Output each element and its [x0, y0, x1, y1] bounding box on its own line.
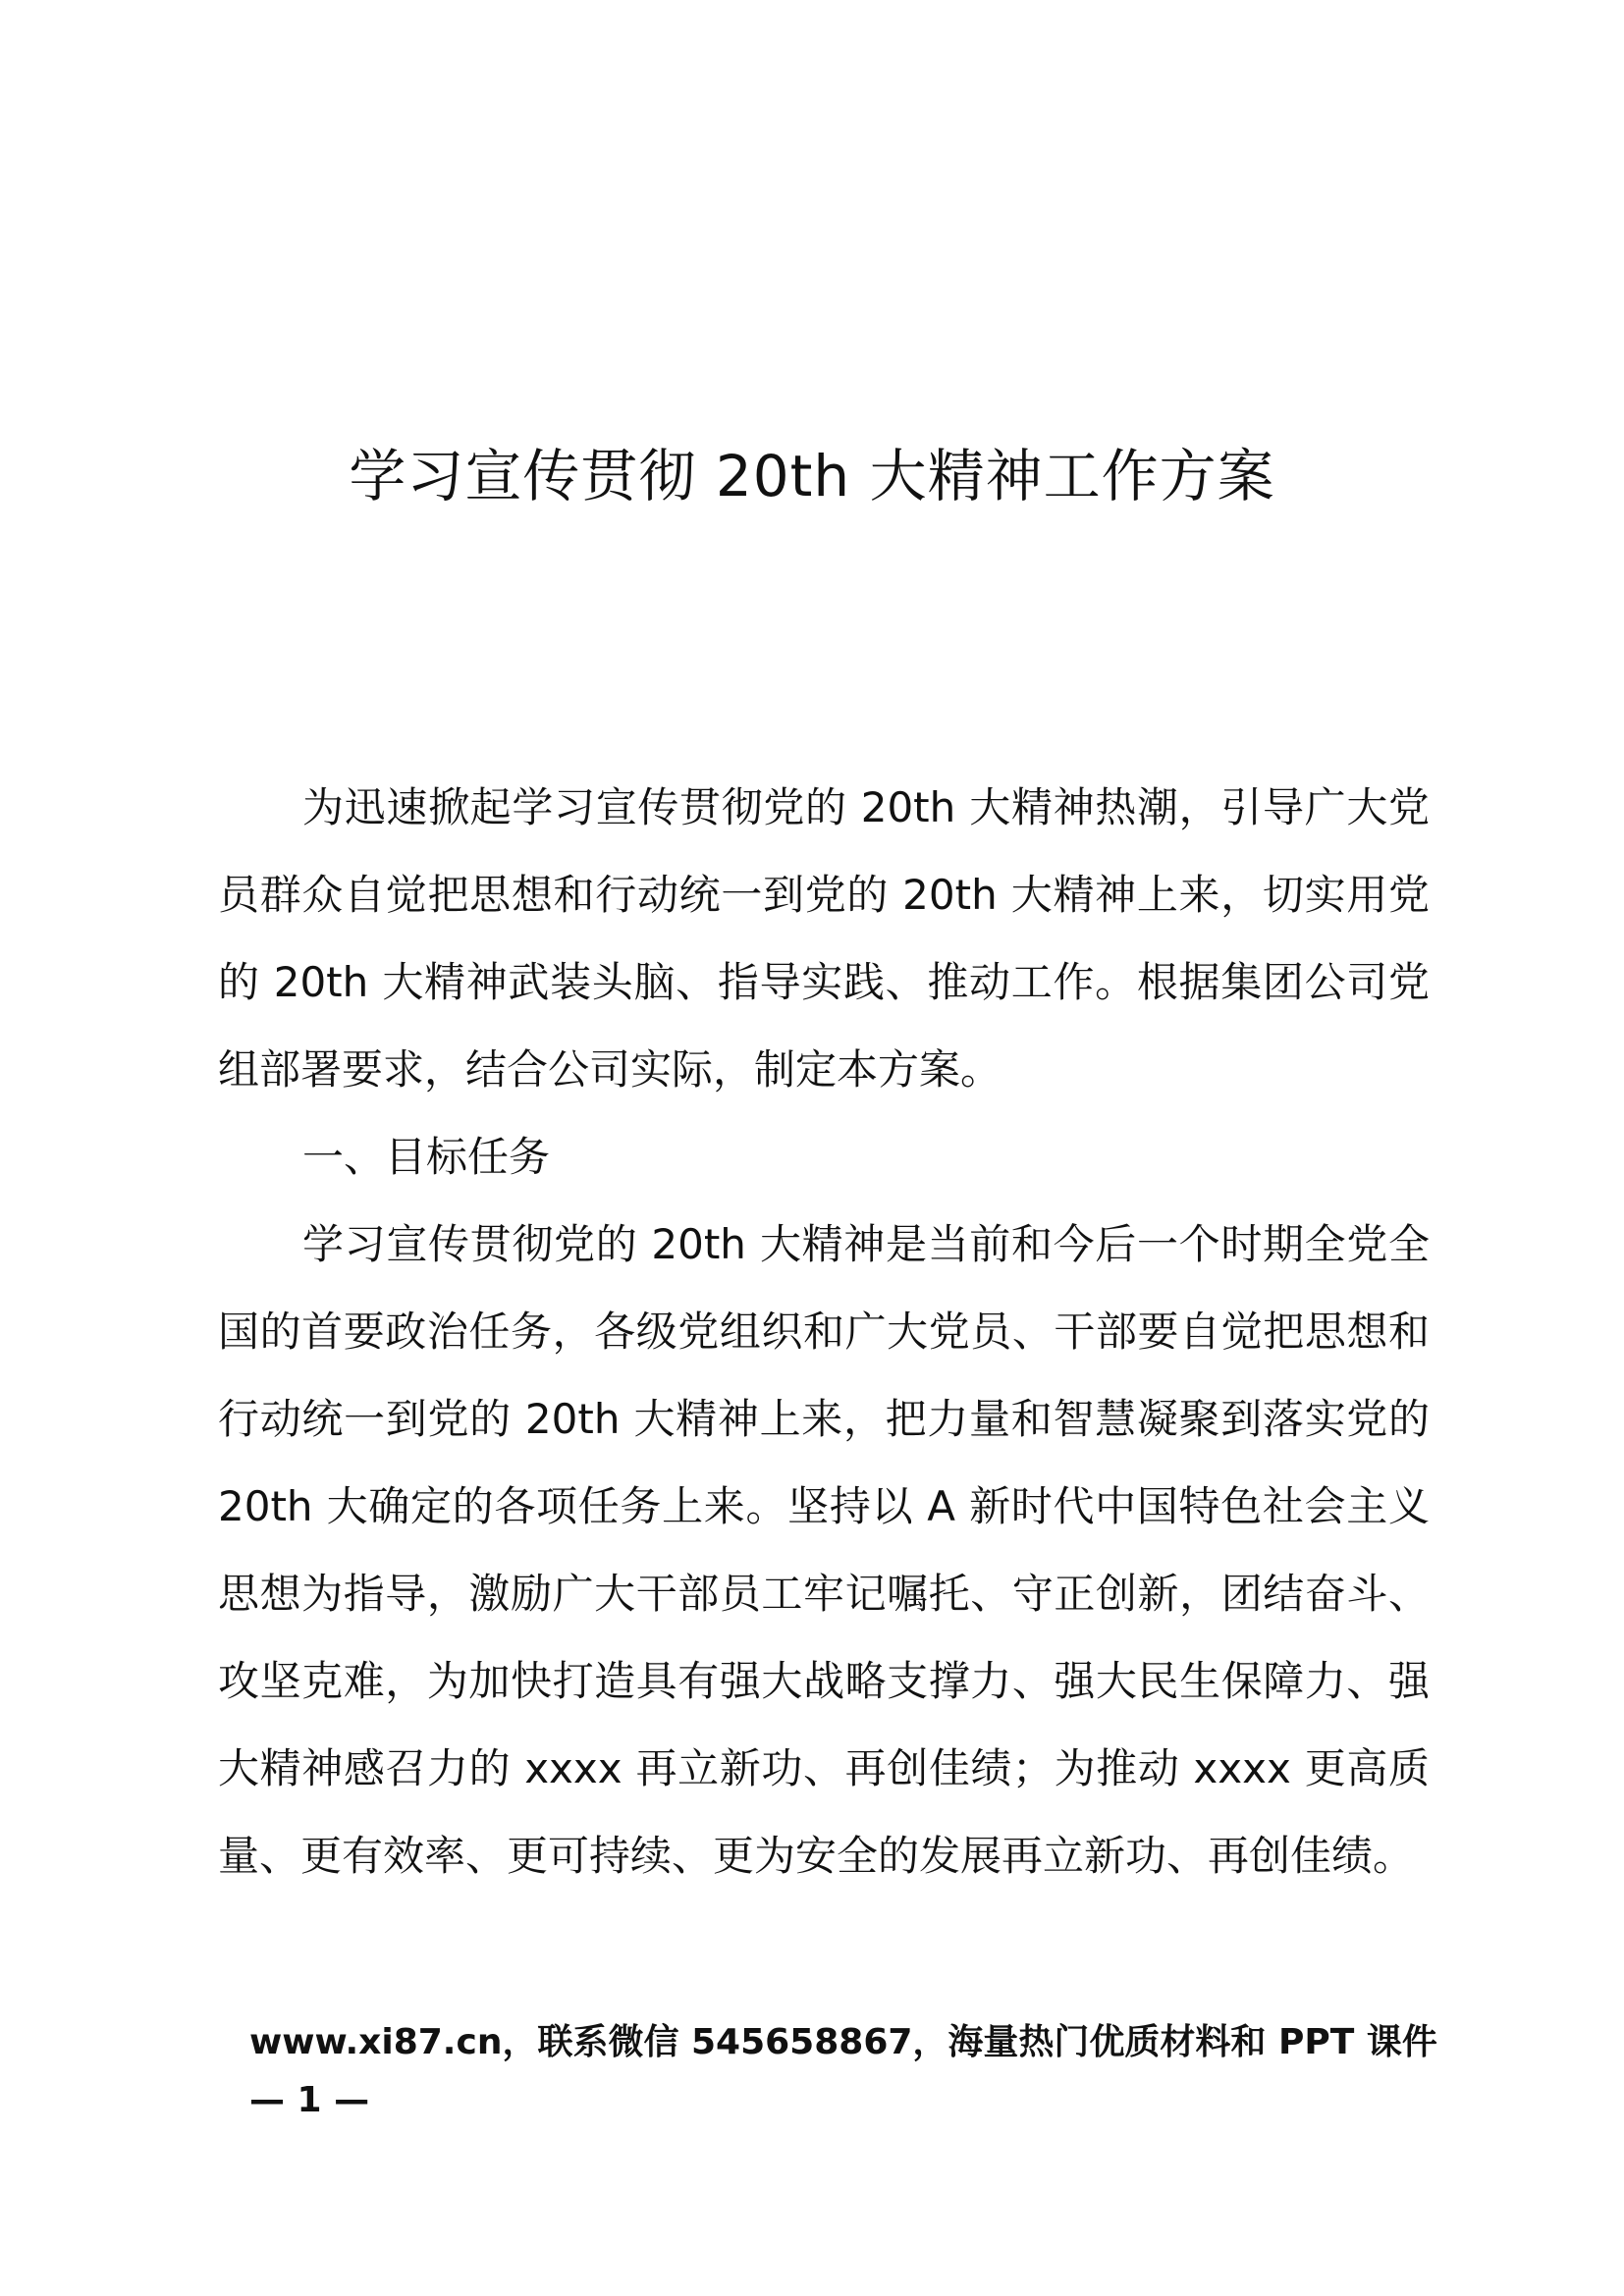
- footer-note: www.xi87.cn，联系微信 545658867，海量热门优质材料和 PPT 课件: [249, 2022, 1437, 2062]
- intro-paragraph: 为迅速掀起学习宣传贯彻党的 20th 大精神热潮，引导广大党员群众自觉把思想和行动统一到党的 20th 大精神上来，切实用党的 20th 大精神武装头脑、指导实践、推动工作。根据集团公司党组部署要求，结合公司实际，制定本方案。: [218, 783, 1430, 1094]
- document-title: 学习宣传贯彻 20th 大精神工作方案: [349, 443, 1275, 509]
- page-number: — 1 —: [249, 2080, 370, 2120]
- document-body: [218, 764, 1430, 1899]
- goals-paragraph: 学习宣传贯彻党的 20th 大精神是当前和今后一个时期全党全国的首要政治任务，各级党组织和广大党员、干部要自觉把思想和行动统一到党的 20th 大精神上来，把力量和智慧凝聚到落实党的 20th 大确定的各项任务上来。坚持以 A 新时代中国特色社会主义思想为指导，激励广大干部员工牢记嘱托、守正创新，团结奋斗、攻坚克难，为加快打造具有强大战略支撑力、强大民生保障力、强大精神感召力的 xxxx 再立新功、再创佳绩；为推动 xxxx 更高质量、更有效率、更可持续、更为安全的发展再立新功、再创佳绩。: [218, 1220, 1430, 1880]
- section-heading-goals: 一、目标任务: [302, 1133, 551, 1181]
